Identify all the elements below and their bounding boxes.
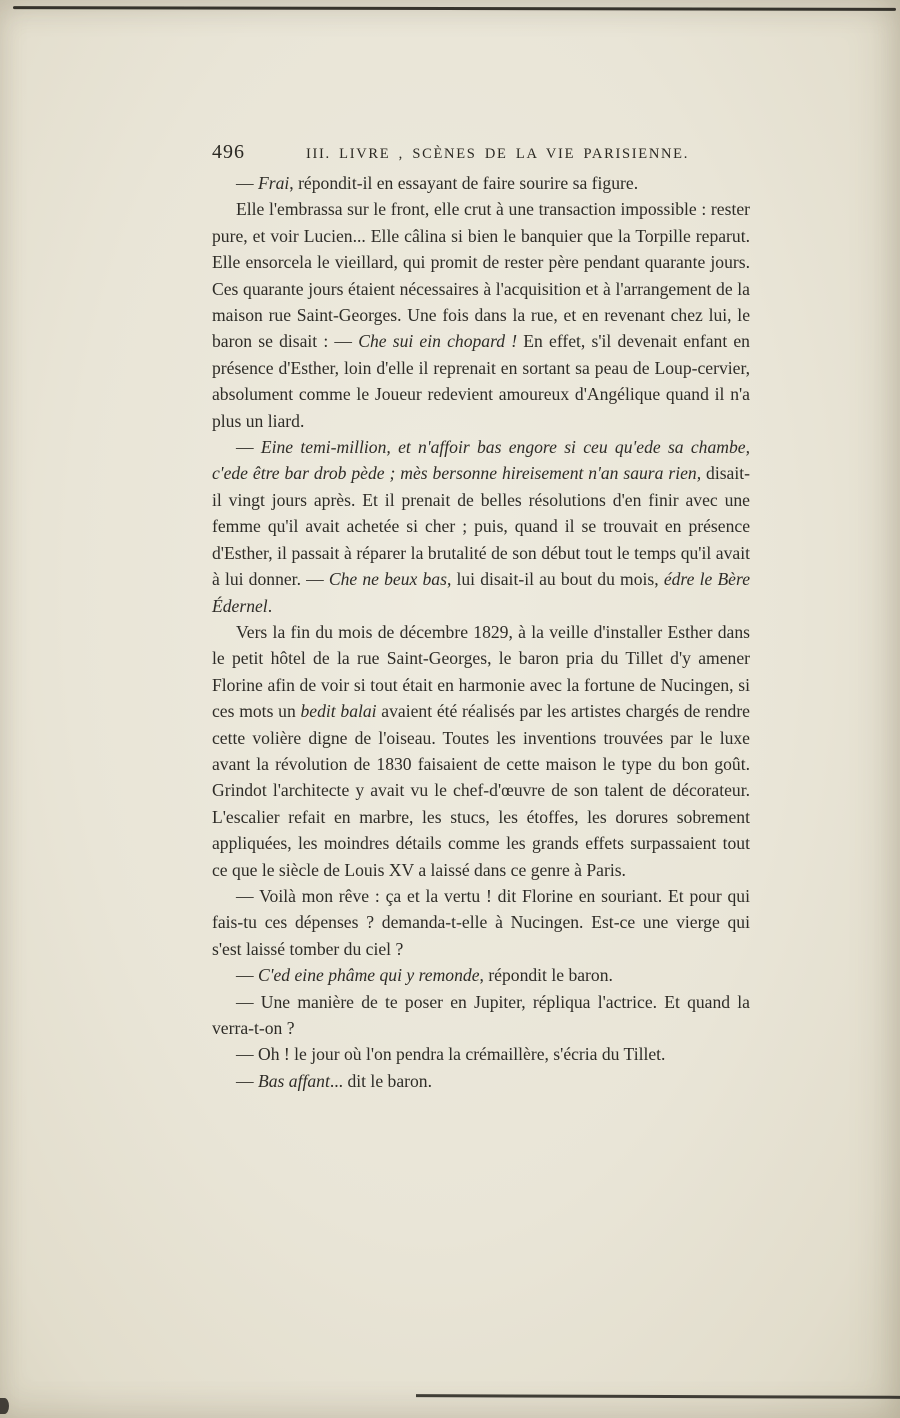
page-number: 496 (212, 141, 245, 163)
text-run: — (236, 1070, 258, 1091)
text-run: En effet, s'il devenait enfant en présence d'Esther, loin d'elle il reprenait en sortant sa peau de Loup-cervier, absolument comme le Joueur redevient amoureux d'Angélique quand il n'a plus un liard. (212, 331, 750, 431)
text-run: — Voilà mon rêve : ça et la vertu ! dit Florine en souriant. Et pour qui fais-tu ces dépenses ? demanda-t-elle à Nucingen. Est-ce une vierge qui s'est laissé tomber du ciel ? (212, 885, 750, 959)
text-run: , répondit-il en essayant de faire sourire sa figure. (289, 173, 639, 193)
text-run: , répondit le baron. (479, 965, 613, 986)
paragraph (212, 1041, 750, 1067)
paragraph (212, 989, 750, 1042)
scan-mark-bottom-left (0, 1398, 9, 1414)
italic-run: Bas affant (258, 1070, 330, 1091)
italic-run: Frai (258, 173, 290, 193)
italic-run: Che sui ein chopard ! (358, 331, 518, 352)
text-run: — (236, 173, 258, 193)
running-title: III. LIVRE , SCÈNES DE LA VIE PARISIENNE. (305, 146, 690, 162)
page-header (212, 141, 750, 164)
italic-run: C'ed eine phâme qui y remonde (258, 965, 480, 986)
paragraph (212, 962, 750, 988)
italic-run: bedit balai (300, 701, 377, 722)
scan-edge-line-bottom (416, 1394, 900, 1399)
text-run: avaient été réalisés par les artistes chargés de rendre cette volière digne de l'oiseau. Toutes les inventions trouvées par le luxe avant la révolution de 1830 faisaient de cette maison le type du bon goût. Grindot l'architecte y avait vu le chef-d'œuvre de son talent de décorateur. L'escalier refait en marbre, les stucs, les étoffes, les dorures sobrement appliquées, les moindres détails comme les grands effets surpassaient tout ce que le siècle de Louis XV a laissé dans ce genre à Paris. (212, 701, 750, 880)
text-run: — Une manière de te poser en Jupiter, répliqua l'actrice. Et quand la verra-t-on ? (212, 991, 750, 1038)
text-block (212, 170, 750, 1094)
text-run: Elle l'embrassa sur le front, elle crut à une transaction impossible : rester pure, et voir Lucien... Elle câlina si bien le banquier que la Torpille reparut. Elle ensorcela le vieillard, qui promit de rester père pendant quarante jours. Ces quarante jours étaient nécessaires à l'acquisition et à l'arrangement de la maison rue Saint-Georges. Une fois dans la rue, et en revenant chez lui, le baron se disait : — (212, 199, 750, 352)
text-run: — (236, 965, 258, 986)
text-run: ... dit le baron. (329, 1070, 432, 1091)
paragraph (212, 434, 750, 619)
text-run: Vers la fin du mois de décembre 1829, à la veille d'installer Esther dans le petit hôtel de la rue Saint-Georges, le baron pria du Tillet d'y amener Florine afin de voir si tout était en harmonie avec la fortune de Nucingen, si ces mots un (212, 621, 750, 722)
italic-run: Eine temi-million, et n'affoir bas engore si ceu qu'ede sa chambe, c'ede être bar drob pède ; mès bersonne hireisement n'an saura rien, (212, 437, 750, 484)
italic-run: Che ne beux bas (328, 569, 447, 590)
text-run: — Oh ! le jour où l'on pendra la crémaillère, s'écria du Tillet. (236, 1044, 666, 1065)
paragraph (212, 619, 750, 883)
paragraph (212, 883, 750, 962)
paragraph (212, 1068, 750, 1094)
text-run: disait-il vingt jours après. Et il prenait de belles résolutions d'en finir avec une femme qu'il avait achetée si cher ; puis, quand il se trouvait en présence d'Esther, il passait à réparer la brutalité de son début tout le temps qu'il avait à lui donner. — (212, 463, 750, 590)
italic-run: édre le Bère Édernel (212, 569, 750, 616)
paragraph (212, 170, 750, 196)
text-run: — (236, 437, 261, 458)
paragraph (212, 196, 750, 434)
text-run: , lui disait-il au bout du mois, (446, 569, 664, 590)
text-run: . (267, 595, 273, 616)
scan-edge-line-top (13, 6, 896, 11)
